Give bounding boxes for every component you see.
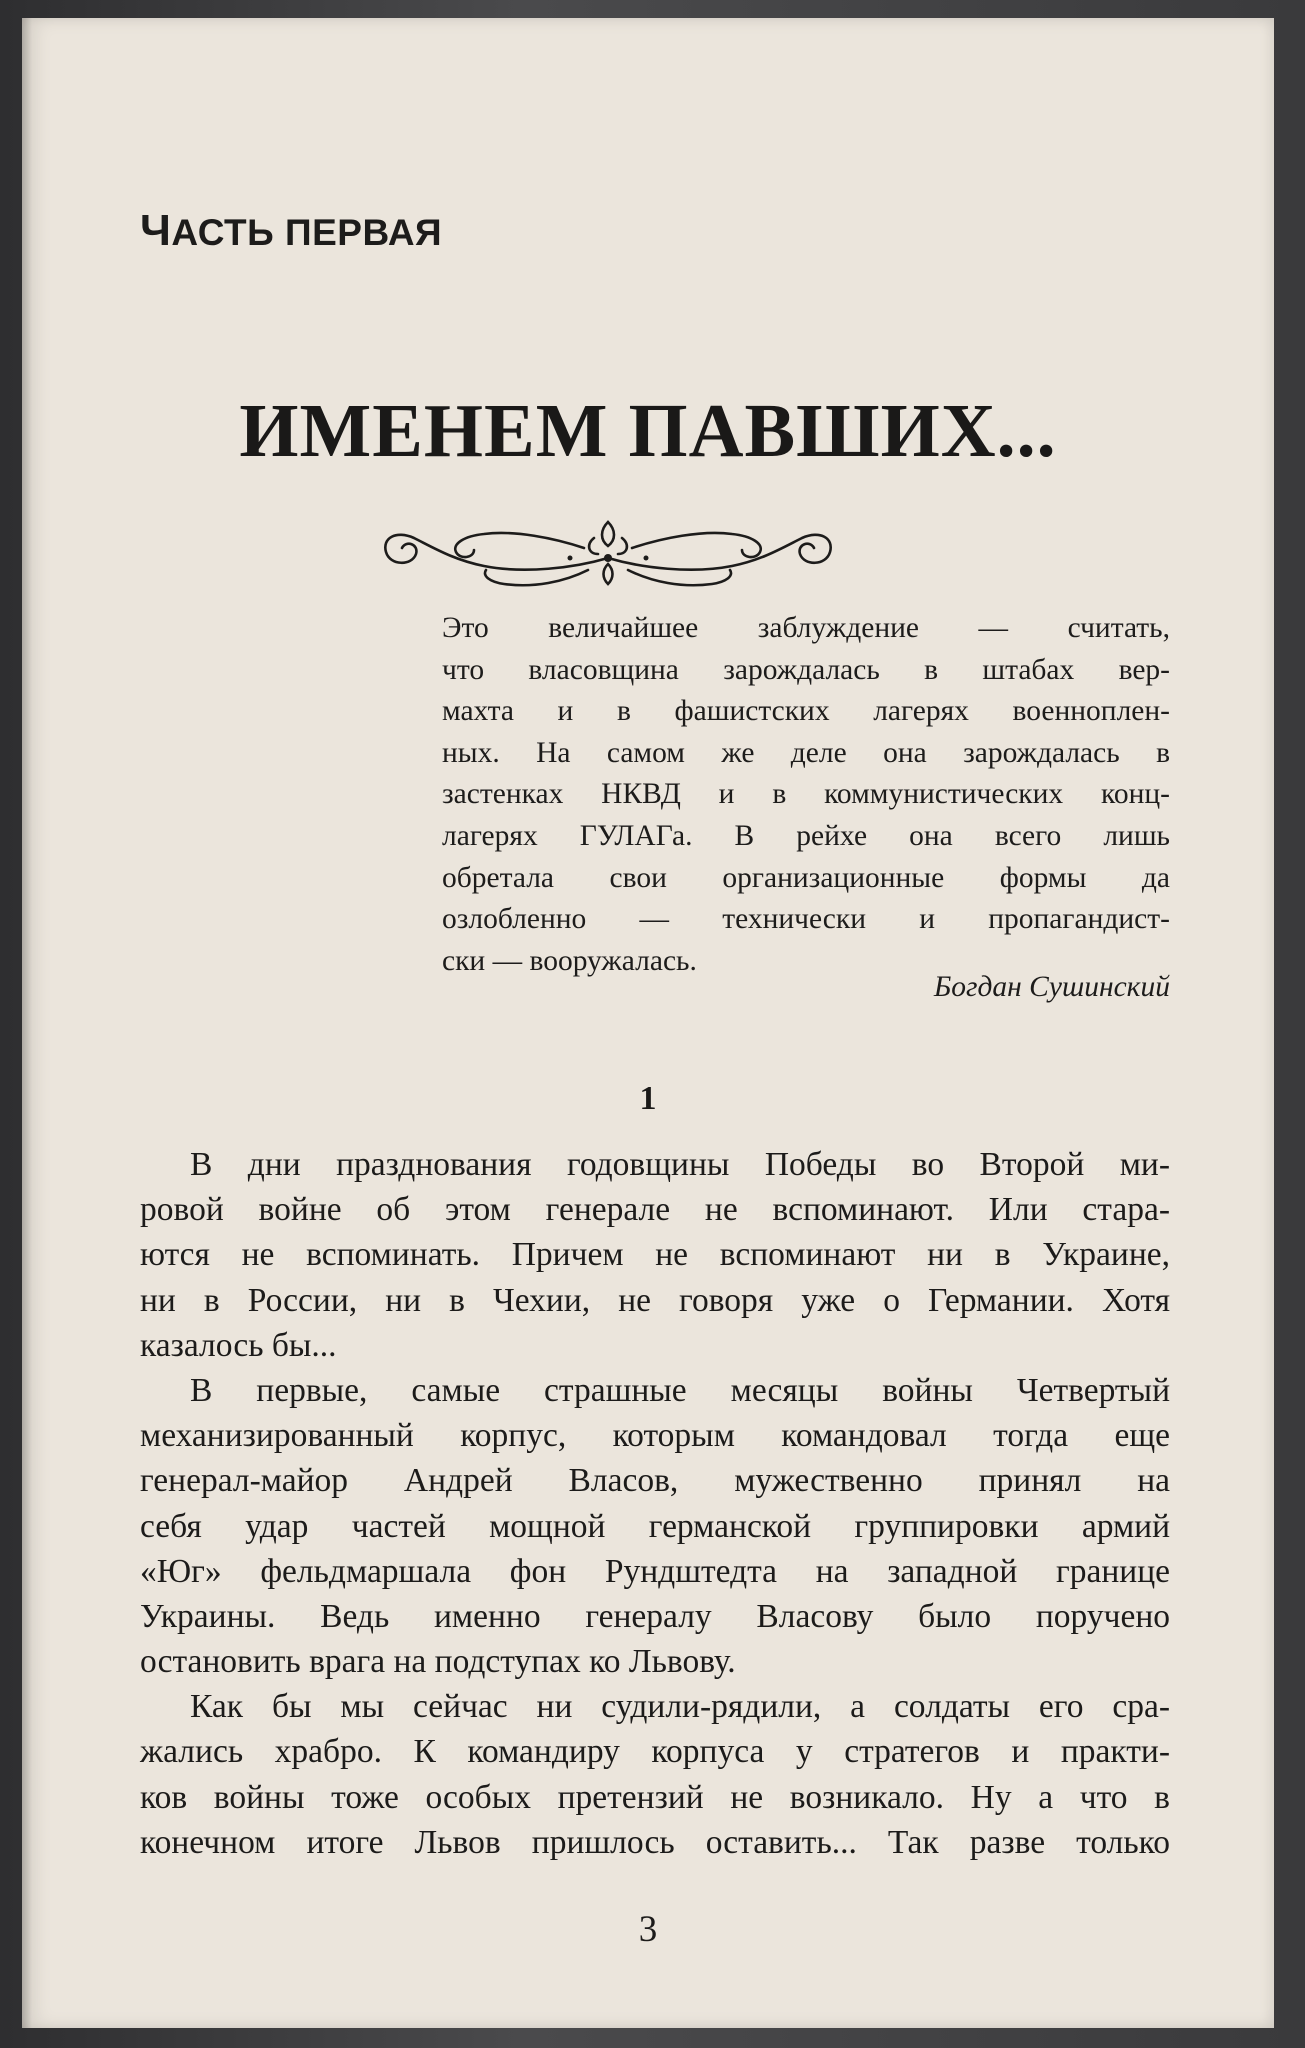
section-number: 1 xyxy=(639,1080,657,1117)
body-text xyxy=(140,1142,1170,1865)
body-line: В дни празднования годовщины Победы во Второй ми- xyxy=(190,1146,1170,1183)
flourish-ornament-icon xyxy=(374,508,842,594)
body-line: В первые, самые страшные месяцы войны Четвертый xyxy=(190,1371,1170,1409)
body-line: механизированный корпус, которым командовал тогда еще xyxy=(140,1417,1170,1455)
body-line: «Юг» фельдмаршала фон Рундштедта на западной границе xyxy=(140,1552,1170,1590)
epigraph xyxy=(442,608,1170,982)
chapter-title: ИМЕНЕМ ПАВШИХ... xyxy=(239,389,1057,473)
body-line: Украины. Ведь именно генералу Власову было поручено xyxy=(140,1597,1170,1635)
epigraph-line: махта и в фашистских лагерях военноплен- xyxy=(442,695,1170,728)
body-line: казалось бы... xyxy=(140,1326,337,1364)
body-line: ни в России, ни в Чехии, не говоря уже о Германии. Хотя xyxy=(140,1281,1170,1319)
epigraph-author: Богдан Сушинский xyxy=(933,971,1170,1003)
epigraph-line: ски — вооружалась. xyxy=(442,944,697,977)
body-line: генерал-майор Андрей Власов, мужественно принял на xyxy=(140,1462,1170,1500)
epigraph-line: лагерях ГУЛАГа. В рейхе она всего лишь xyxy=(442,819,1170,852)
part-title-rest: АСТЬ ПЕРВАЯ xyxy=(171,212,443,253)
part-title-initial: Ч xyxy=(140,206,172,255)
body-line: ков войны тоже особых претензий не возникало. Ну а что в xyxy=(140,1778,1170,1816)
book-page xyxy=(22,18,1274,2028)
page-gutter-shadow xyxy=(22,18,32,2028)
body-line: себя удар частей мощной германской группировки армий xyxy=(140,1507,1170,1545)
body-line: ровой войне об этом генерале не вспоминают. Или стара- xyxy=(140,1191,1170,1229)
body-line: Как бы мы сейчас ни судили-рядили, а солдаты его сра- xyxy=(190,1688,1170,1726)
epigraph-line: озлобленно — технически и пропагандист- xyxy=(442,903,1170,936)
epigraph-line: застенках НКВД и в коммунистических конц- xyxy=(442,778,1170,811)
epigraph-line: ных. На самом же деле она зарождалась в xyxy=(442,736,1170,769)
body-line: остановить врага на подступах ко Львову. xyxy=(140,1643,736,1681)
epigraph-line: Это величайшее заблуждение — считать, xyxy=(442,612,1170,644)
body-line: жались храбро. К командиру корпуса у стратегов и практи- xyxy=(140,1733,1170,1771)
part-title xyxy=(140,206,442,256)
body-line: конечном итоге Львов пришлось оставить... Так разве только xyxy=(140,1823,1170,1861)
body-line: ются не вспоминать. Причем не вспоминают ни в Украине, xyxy=(140,1236,1170,1274)
epigraph-line: обретала свои организационные формы да xyxy=(442,861,1170,894)
epigraph-line: что власовщина зарождалась в штабах вер- xyxy=(442,653,1170,686)
page-number: 3 xyxy=(638,1909,658,1950)
